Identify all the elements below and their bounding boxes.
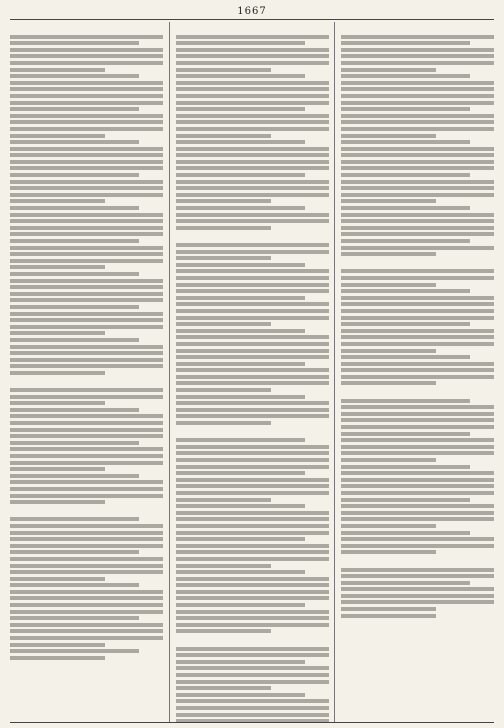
text-line [176,504,305,508]
text-line [176,48,329,52]
text-line [176,127,329,131]
text-line [10,414,163,418]
text-line [10,467,105,471]
text-line [10,252,163,256]
text-line [10,447,163,451]
text-line [341,524,436,528]
text-line [10,265,105,269]
text-line [341,537,494,541]
text-line [10,364,163,368]
text-line [176,680,329,684]
text-line [176,74,305,78]
text-line [176,458,329,462]
text-line [176,153,329,157]
text-line [10,345,163,349]
text-line [341,484,494,488]
text-line [341,399,470,403]
text-line [10,94,163,98]
text-line [341,438,494,442]
text-line [176,445,329,449]
text-line [176,368,329,372]
text-line [10,616,139,620]
text-line [341,355,470,359]
text-line [10,636,163,640]
text-line [10,127,163,131]
text-line [341,329,494,333]
text-line [10,596,163,600]
text-line [341,465,470,469]
text-line [10,550,139,554]
text-line [341,107,470,111]
text-line [10,461,163,465]
text-line [341,600,494,604]
text-line [341,614,436,618]
text-line [341,375,494,379]
text-line [10,48,163,52]
text-line [176,309,329,313]
text-line [10,305,139,309]
text-line [341,504,494,508]
text-line [341,498,470,502]
text-line [176,653,329,657]
text-line [341,269,494,273]
text-line [10,246,163,250]
text-line [341,127,494,131]
text-line [10,570,163,574]
text-line [10,81,163,85]
text-line [176,465,329,469]
text-line [10,428,163,432]
text-line [176,283,329,287]
text-line [341,74,470,78]
text-line [341,120,494,124]
text-line [341,173,470,177]
text-line [176,296,305,300]
text-line [176,147,329,151]
text-line [341,425,494,429]
text-line [10,68,105,72]
text-line [341,199,436,203]
text-line [10,494,163,498]
text-line [176,134,271,138]
text-line [10,331,105,335]
text-line [10,474,139,478]
text-line [10,74,139,78]
text-line [10,557,163,561]
text-line [176,263,305,267]
text-line [176,583,329,587]
article-text [341,269,494,385]
text-line [341,180,494,184]
text-line [176,219,329,223]
article-text [176,438,329,633]
text-line [176,550,329,554]
text-line [10,544,163,548]
text-line [341,550,436,554]
text-line [176,557,329,561]
text-line [10,408,139,412]
text-line [10,649,139,653]
text-line [341,471,494,475]
text-line [10,120,163,124]
text-line [341,232,494,236]
text-line [10,656,105,660]
text-line [10,487,163,491]
text-line [176,375,329,379]
text-line [176,381,329,385]
text-line [341,511,494,515]
column-divider [334,22,335,722]
text-line [341,458,436,462]
text-line [341,114,494,118]
text-line [341,517,494,521]
text-line [176,243,329,247]
text-line [10,371,105,375]
text-line [10,577,105,581]
text-line [10,114,163,118]
text-line [176,478,329,482]
text-line [341,491,494,495]
text-line [10,140,139,144]
text-line [176,647,329,651]
text-line [176,408,329,412]
text-line [176,41,305,45]
text-line [176,140,305,144]
text-line [341,607,436,611]
text-line [176,531,329,535]
text-line [10,213,163,217]
text-line [341,445,494,449]
text-line [341,412,494,416]
text-line [176,517,329,521]
text-line [176,491,329,495]
text-line [176,524,329,528]
text-line [341,302,494,306]
text-line [176,94,329,98]
text-line [176,302,329,306]
text-line [176,544,329,548]
text-line [176,186,329,190]
text-line [341,134,436,138]
text-line [176,54,329,58]
text-line [10,206,139,210]
text-line [341,68,436,72]
text-line [10,395,163,399]
text-line [341,94,494,98]
text-line [341,61,494,65]
text-line [10,193,163,197]
text-line [341,594,494,598]
text-line [176,101,329,105]
text-line [176,322,271,326]
text-line [10,623,163,627]
text-line [176,388,271,392]
text-line [176,250,329,254]
text-line [10,610,163,614]
text-line [176,498,271,502]
top-rule [10,19,494,20]
text-line [10,54,163,58]
text-line [176,87,329,91]
text-line [10,134,105,138]
text-line [10,147,163,151]
text-line [341,140,470,144]
text-line [176,199,271,203]
text-line [176,596,329,600]
text-line [10,219,163,223]
article-text [176,243,329,425]
text-line [176,335,329,339]
text-line [176,349,329,353]
text-line [341,193,494,197]
text-line [10,524,163,528]
text-line [10,61,163,65]
text-line [10,312,163,316]
text-line [10,517,139,521]
text-line [176,660,305,664]
text-line [176,629,271,633]
text-line [176,395,305,399]
text-line [10,318,163,322]
text-line [341,309,494,313]
article-text [341,399,494,555]
text-line [176,570,305,574]
text-line [176,107,305,111]
text-line [176,713,329,717]
text-line [341,213,494,217]
text-line [176,166,329,170]
text-line [341,316,494,320]
text-line [341,252,436,256]
text-line [176,693,305,697]
article-text [341,568,494,618]
text-line [176,666,329,670]
text-line [176,35,329,39]
article-text [10,517,163,659]
text-line [176,414,329,418]
text-line [176,706,329,710]
text-line [10,272,139,276]
text-line [10,259,163,263]
text-line [176,173,305,177]
text-line [10,564,163,568]
column-2 [176,24,329,722]
text-line [10,603,163,607]
text-line [10,338,139,342]
text-line [10,500,105,504]
text-line [176,686,271,690]
text-line [176,610,329,614]
text-line [341,87,494,91]
text-line [10,629,163,633]
text-line [176,226,271,230]
text-line [341,531,470,535]
text-line [176,590,329,594]
text-line [176,484,329,488]
text-line [176,316,329,320]
text-line [341,206,470,210]
text-line [176,451,329,455]
text-line [176,160,329,164]
text-line [341,35,494,39]
bottom-rule [10,722,494,723]
text-line [176,329,305,333]
text-line [176,206,305,210]
text-line [176,673,329,677]
text-line [341,186,494,190]
text-line [10,285,163,289]
text-line [176,471,305,475]
text-line [341,405,494,409]
text-line [176,193,329,197]
text-line [341,283,436,287]
text-line [341,587,494,591]
text-line [341,581,470,585]
text-line [341,101,494,105]
text-line [10,454,163,458]
text-line [341,41,470,45]
text-line [10,325,163,329]
text-line [10,441,139,445]
text-line [176,342,329,346]
text-line [10,153,163,157]
text-line [341,289,470,293]
text-line [341,48,494,52]
text-line [341,368,494,372]
text-line [341,574,494,578]
text-line [10,292,163,296]
article-text [10,35,163,375]
text-line [341,451,494,455]
text-line [10,87,163,91]
text-line [176,276,329,280]
text-line [341,153,494,157]
text-line [341,219,494,223]
text-line [176,603,305,607]
text-line [10,101,163,105]
text-line [176,699,329,703]
text-line [10,401,105,405]
text-line [10,107,139,111]
text-line [10,643,105,647]
text-line [176,68,271,72]
text-line [10,41,139,45]
text-line [341,81,494,85]
text-line [10,388,163,392]
text-line [10,199,105,203]
text-line [176,564,271,568]
text-line [10,590,163,594]
text-line [341,418,494,422]
text-line [341,544,494,548]
text-line [341,342,494,346]
text-line [10,480,163,484]
text-line [341,160,494,164]
text-line [341,432,470,436]
text-line [10,232,163,236]
text-line [176,114,329,118]
text-line [341,478,494,482]
text-line [341,568,494,572]
text-line [10,180,163,184]
text-line [10,186,163,190]
text-line [10,226,163,230]
column-divider [169,22,170,722]
article-text [341,35,494,257]
text-line [176,616,329,620]
text-line [176,577,329,581]
text-line [341,54,494,58]
text-line [341,381,436,385]
text-line [176,511,329,515]
text-line [176,213,329,217]
text-line [10,279,163,283]
text-line [176,81,329,85]
text-line [176,421,271,425]
text-line [176,401,329,405]
article-text [176,647,329,722]
text-line [341,349,436,353]
text-line [341,276,494,280]
text-line [176,289,329,293]
text-line [341,226,494,230]
column-3 [341,24,494,722]
column-1 [10,24,163,722]
text-line [10,298,163,302]
text-line [341,296,494,300]
text-line [10,160,163,164]
text-line [341,147,494,151]
text-line [176,180,329,184]
text-line [10,531,163,535]
text-line [341,322,470,326]
article-text [10,388,163,504]
text-line [176,362,305,366]
text-line [341,335,494,339]
text-line [176,537,305,541]
text-line [10,537,163,541]
text-line [10,239,139,243]
text-line [10,358,163,362]
text-line [10,173,139,177]
text-line [176,355,329,359]
text-line [10,166,163,170]
text-line [176,623,329,627]
text-line [10,583,139,587]
text-line [10,434,163,438]
text-line [341,246,494,250]
text-line [176,256,271,260]
text-line [341,239,470,243]
text-line [341,362,494,366]
text-line [10,421,163,425]
article-text [176,35,329,230]
text-line [176,61,329,65]
text-line [341,166,494,170]
text-line [176,438,305,442]
text-line [176,269,329,273]
page-number: 1667 [237,6,267,17]
text-line [176,120,329,124]
text-line [10,35,163,39]
text-line [10,351,163,355]
